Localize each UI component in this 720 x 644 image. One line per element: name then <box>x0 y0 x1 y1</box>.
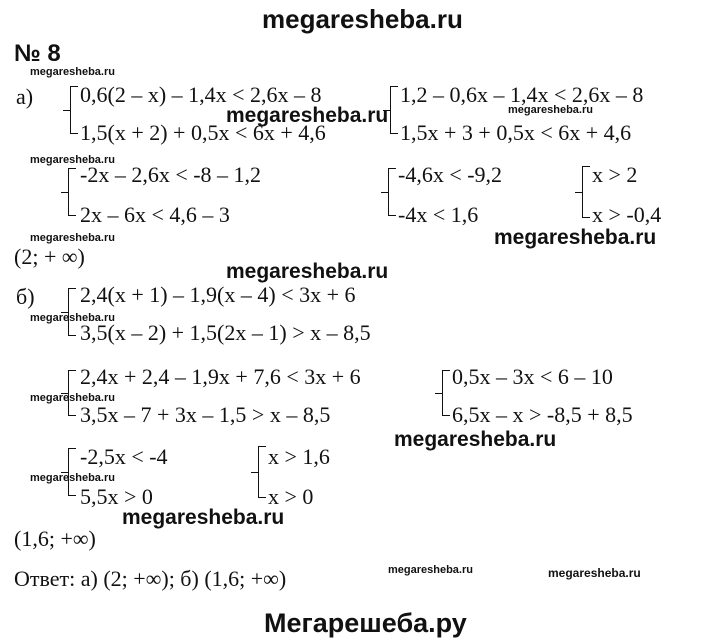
equation-line: -4,6x < -9,2 <box>398 162 503 187</box>
equation-line: x > 2 <box>592 162 638 187</box>
part-a-interval: (2; + ∞) <box>14 244 85 269</box>
part-a-label: а) <box>16 84 34 109</box>
brace <box>390 86 398 134</box>
equation-line: -2x – 2,6x < -8 – 1,2 <box>80 162 262 187</box>
watermark-small: megaresheba.ru <box>388 564 473 576</box>
equation-line: 0,6(2 – x) – 1,4x < 2,6x – 8 <box>80 82 322 107</box>
brace <box>388 168 396 216</box>
equation-line: -4x < 1,6 <box>398 202 479 227</box>
brace <box>258 446 266 498</box>
problem-number: № 8 <box>14 40 61 67</box>
equation-line: x > 1,6 <box>268 444 330 469</box>
header-watermark: megaresheba.ru <box>262 4 463 34</box>
brace <box>70 86 78 134</box>
brace <box>68 448 76 496</box>
watermark-mid: megaresheba.ru <box>226 104 389 127</box>
watermark-small: megaresheba.ru <box>30 154 115 166</box>
watermark-mid: megaresheba.ru <box>226 260 389 283</box>
equation-line: -2,5x < -4 <box>80 444 168 469</box>
equation-line: 3,5x – 7 + 3x – 1,5 > x – 8,5 <box>80 402 331 427</box>
watermark-small: megaresheba.ru <box>30 66 115 78</box>
equation-line: 2,4x + 2,4 – 1,9x + 7,6 < 3x + 6 <box>80 364 361 389</box>
watermark-small: megaresheba.ru <box>30 472 115 484</box>
part-b-interval: (1,6; +∞) <box>14 526 96 551</box>
final-answer: Ответ: а) (2; +∞); б) (1,6; +∞) <box>14 566 287 591</box>
brace <box>582 166 590 218</box>
watermark-small: megaresheba.ru <box>30 312 115 324</box>
brace <box>68 168 76 216</box>
brace <box>68 288 76 336</box>
part-b-label: б) <box>16 284 35 309</box>
equation-line: 3,5(x – 2) + 1,5(2x – 1) > x – 8,5 <box>80 320 371 345</box>
watermark-small: megaresheba.ru <box>30 232 115 244</box>
watermark-small: megaresheba.ru <box>30 392 115 404</box>
equation-line: x > -0,4 <box>592 202 662 227</box>
watermark-mid: megaresheba.ru <box>122 506 285 529</box>
equation-line: 1,5(x + 2) + 0,5x < 6x + 4,6 <box>80 120 326 145</box>
equation-line: 5,5x > 0 <box>80 484 153 509</box>
brace <box>68 370 76 416</box>
equation-line: x > 0 <box>268 484 314 509</box>
equation-line: 2x – 6x < 4,6 – 3 <box>80 202 230 227</box>
watermark-mid: megaresheba.ru <box>494 226 657 249</box>
equation-line: 2,4(x + 1) – 1,9(x – 4) < 3x + 6 <box>80 282 356 307</box>
equation-line: 1,5x + 3 + 0,5x < 6x + 4,6 <box>400 120 632 145</box>
watermark-small: megaresheba.ru <box>508 104 593 116</box>
brace <box>442 370 450 416</box>
equation-line: 6,5x – x > -8,5 + 8,5 <box>452 402 633 427</box>
equation-line: 0,5x – 3x < 6 – 10 <box>452 364 613 389</box>
footer-watermark: Мегарешеба.ру <box>264 608 467 638</box>
watermark-mid: megaresheba.ru <box>394 428 557 451</box>
equation-line: 1,2 – 0,6x – 1,4x < 2,6x – 8 <box>400 82 644 107</box>
watermark-small: megaresheba.ru <box>548 566 641 580</box>
